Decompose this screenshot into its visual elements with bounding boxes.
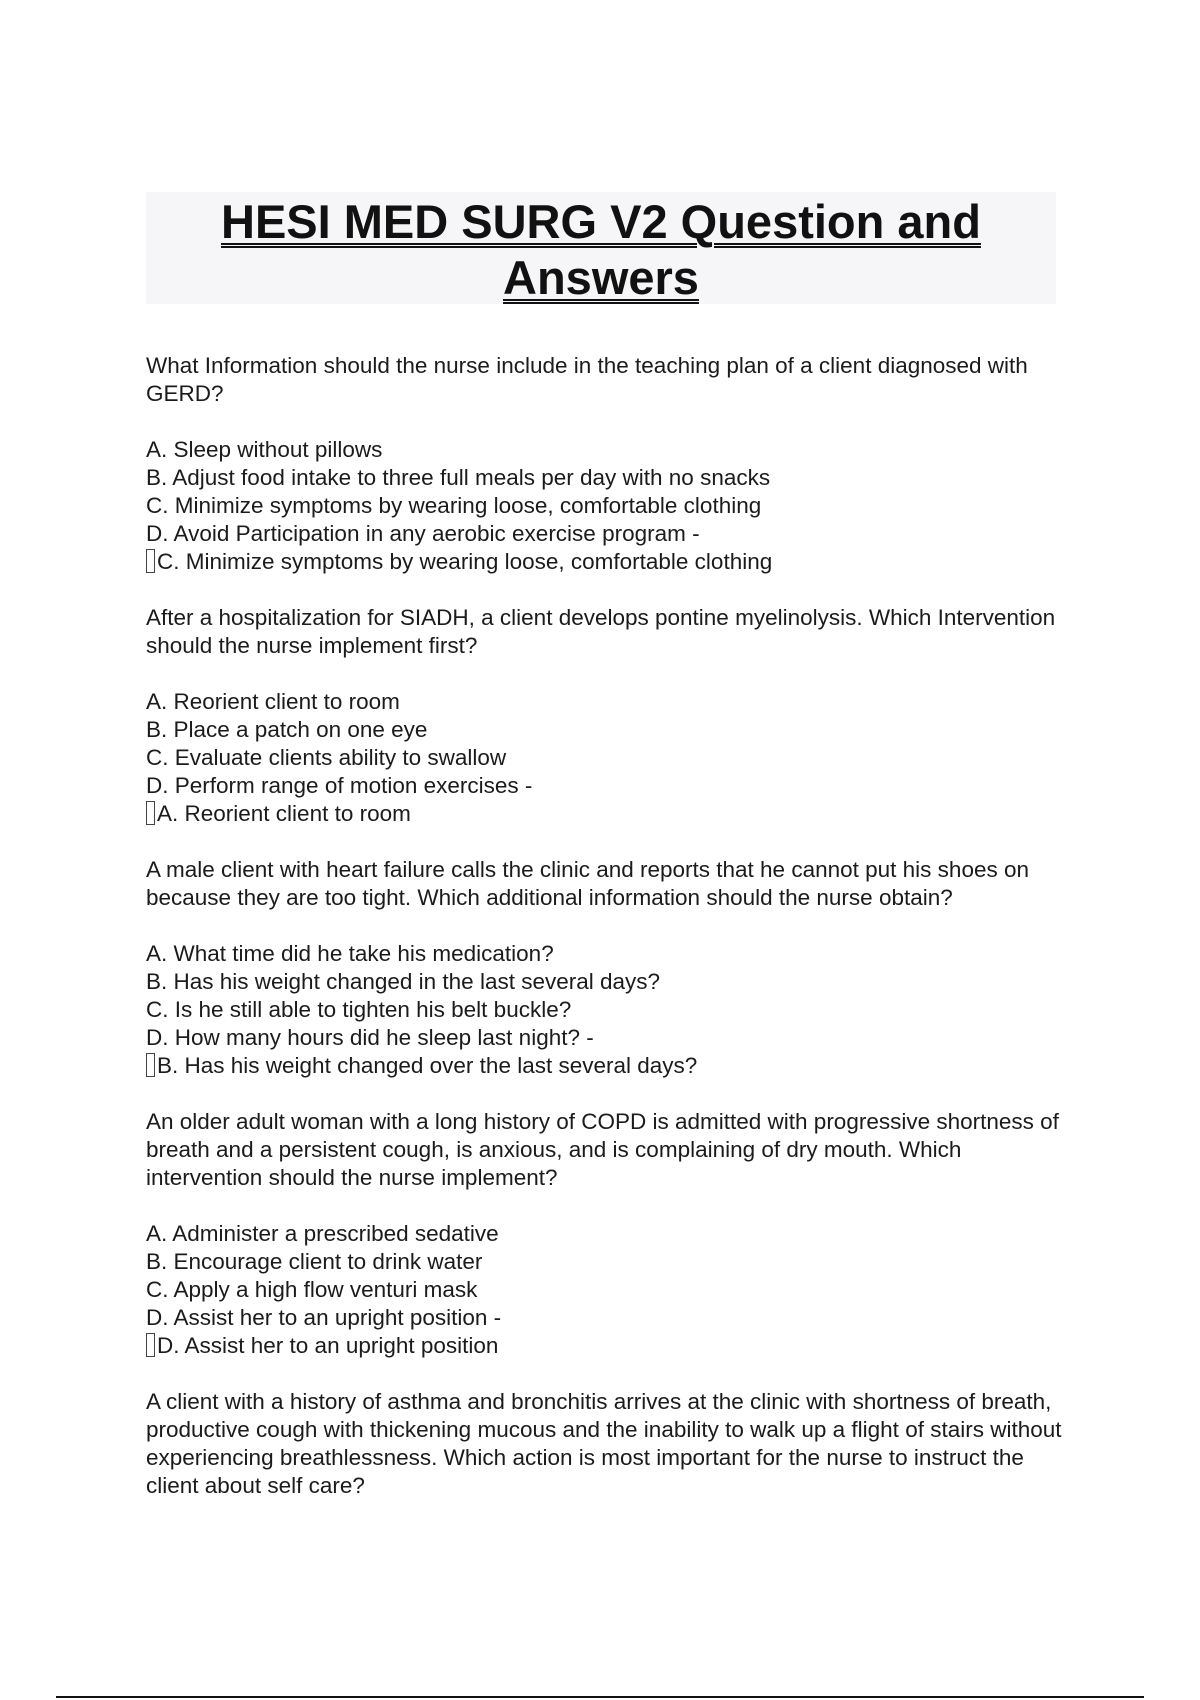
question-text: A male client with heart failure calls the clinic and reports that he cannot put his shoes on because they are too tight. Which additional information should the nurse obtain? <box>146 857 1029 910</box>
option-list <box>146 688 1066 800</box>
option-item: C. Minimize symptoms by wearing loose, comfortable clothing <box>146 493 762 518</box>
document-title: HESI MED SURG V2 Question and Answers <box>221 195 981 304</box>
answer-line <box>146 1332 1066 1360</box>
option-item: B. Encourage client to drink water <box>146 1249 483 1274</box>
answer-marker-icon <box>146 801 155 825</box>
title-banner <box>146 192 1056 304</box>
option-list <box>146 436 1066 548</box>
option-item: B. Has his weight changed in the last several days? <box>146 969 661 994</box>
qa-block <box>146 352 1066 576</box>
question-text: An older adult woman with a long history of COPD is admitted with progressive shortness of breath and a persistent cough, is anxious, and is complaining of dry mouth. Which intervention should the nurse implement? <box>146 1109 1059 1190</box>
answer-marker-icon <box>146 1333 155 1357</box>
option-item: D. How many hours did he sleep last night? - <box>146 1025 594 1050</box>
option-list <box>146 940 1066 1052</box>
option-item: C. Evaluate clients ability to swallow <box>146 745 507 770</box>
answer-text: A. Reorient client to room <box>157 801 411 826</box>
qa-block <box>146 1108 1066 1360</box>
option-item: A. Sleep without pillows <box>146 437 383 462</box>
answer-line <box>146 1052 1066 1080</box>
answer-marker-icon <box>146 1053 155 1077</box>
option-item: D. Perform range of motion exercises - <box>146 773 533 798</box>
qa-block <box>146 604 1066 828</box>
page-divider <box>56 1696 1144 1698</box>
option-item: A. Administer a prescribed sedative <box>146 1221 499 1246</box>
option-item: D. Assist her to an upright position - <box>146 1305 502 1330</box>
answer-text: C. Minimize symptoms by wearing loose, comfortable clothing <box>157 549 773 574</box>
question-text: What Information should the nurse include in the teaching plan of a client diagnosed with GERD? <box>146 353 1028 406</box>
answer-text: B. Has his weight changed over the last several days? <box>157 1053 698 1078</box>
option-item: A. Reorient client to room <box>146 689 400 714</box>
option-item: D. Avoid Participation in any aerobic exercise program - <box>146 521 700 546</box>
option-item: A. What time did he take his medication? <box>146 941 554 966</box>
question-text: A client with a history of asthma and bronchitis arrives at the clinic with shortness of breath, productive cough with thickening mucous and the inability to walk up a flight of stairs without experiencing breathlessness. Which action is most important for the nurse to instruct the client about self care? <box>146 1389 1062 1498</box>
option-item: C. Is he still able to tighten his belt buckle? <box>146 997 572 1022</box>
answer-line <box>146 548 1066 576</box>
option-item: B. Place a patch on one eye <box>146 717 428 742</box>
answer-marker-icon <box>146 549 155 573</box>
question-text: After a hospitalization for SIADH, a client develops pontine myelinolysis. Which Intervention should the nurse implement first? <box>146 605 1056 658</box>
answer-line <box>146 800 1066 828</box>
qa-block <box>146 1388 1066 1500</box>
option-item: C. Apply a high flow venturi mask <box>146 1277 478 1302</box>
qa-content <box>146 352 1066 1528</box>
option-item: B. Adjust food intake to three full meals per day with no snacks <box>146 465 771 490</box>
qa-block <box>146 856 1066 1080</box>
option-list <box>146 1220 1066 1332</box>
answer-text: D. Assist her to an upright position <box>157 1333 499 1358</box>
